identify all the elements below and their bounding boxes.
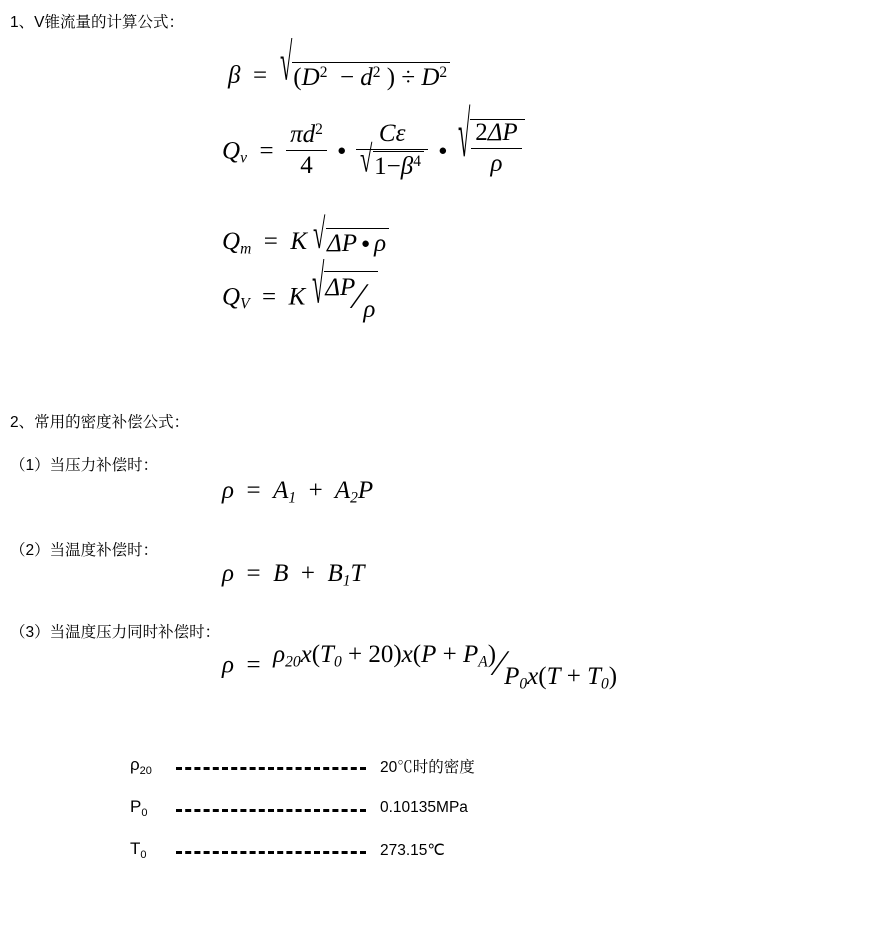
legend-value: 0.10135MPa (380, 799, 468, 816)
equation-beta: $\beta = √(D^2 - d^2$ ) ÷ $D^2$ (228, 62, 450, 92)
section-heading-2a: （1）当压力补偿时： (10, 457, 159, 474)
equation-rho-pressure: $\rho = A_1 + A_2P$ (222, 477, 374, 507)
section-heading-2: 2、常用的密度补偿公式： (10, 414, 190, 431)
equation-rho-temperature: $\rho = B + B_1T$ (222, 560, 365, 590)
section-heading-2c: （3）当温度压力同时补偿时： (10, 624, 221, 641)
legend-symbol: $\rho_{20}$ (130, 755, 152, 777)
legend-item (130, 829, 670, 871)
dashed-leader (176, 767, 366, 770)
legend-value: 20℃时的密度 (380, 759, 475, 776)
section-heading-2b: （2）当温度补偿时： (10, 542, 159, 559)
equation-rho-both: $\rho = \rho_{20}x(T_0 + 20)x(P$ + $P_A)∕P_0x(T + T_0)$ (222, 640, 618, 693)
legend-value: 273.15℃ (380, 841, 445, 859)
legend-item (130, 745, 670, 787)
dashed-leader (176, 851, 366, 854)
legend-item (130, 787, 670, 829)
equation-qvv: $Q_V = K$ √ΔP∕ρ (222, 272, 378, 325)
equation-qv: $Q_v$ = $\frac{\pi d^2}{4}$ ● $\frac{C\varepsilon}{√1-\beta^4}$ ● √ $\frac{2\Delta P}{\rho}$ (222, 122, 525, 183)
dashed-leader (176, 809, 366, 812)
section-heading-1: 1、V锥流量的计算公式： (10, 14, 184, 31)
legend-symbol: $T_0$ (130, 839, 147, 861)
legend-list (130, 745, 670, 871)
equation-qm: $Q_m = K$ √ΔP ● ρ (222, 228, 389, 258)
legend-symbol: $P_0$ (130, 797, 148, 819)
